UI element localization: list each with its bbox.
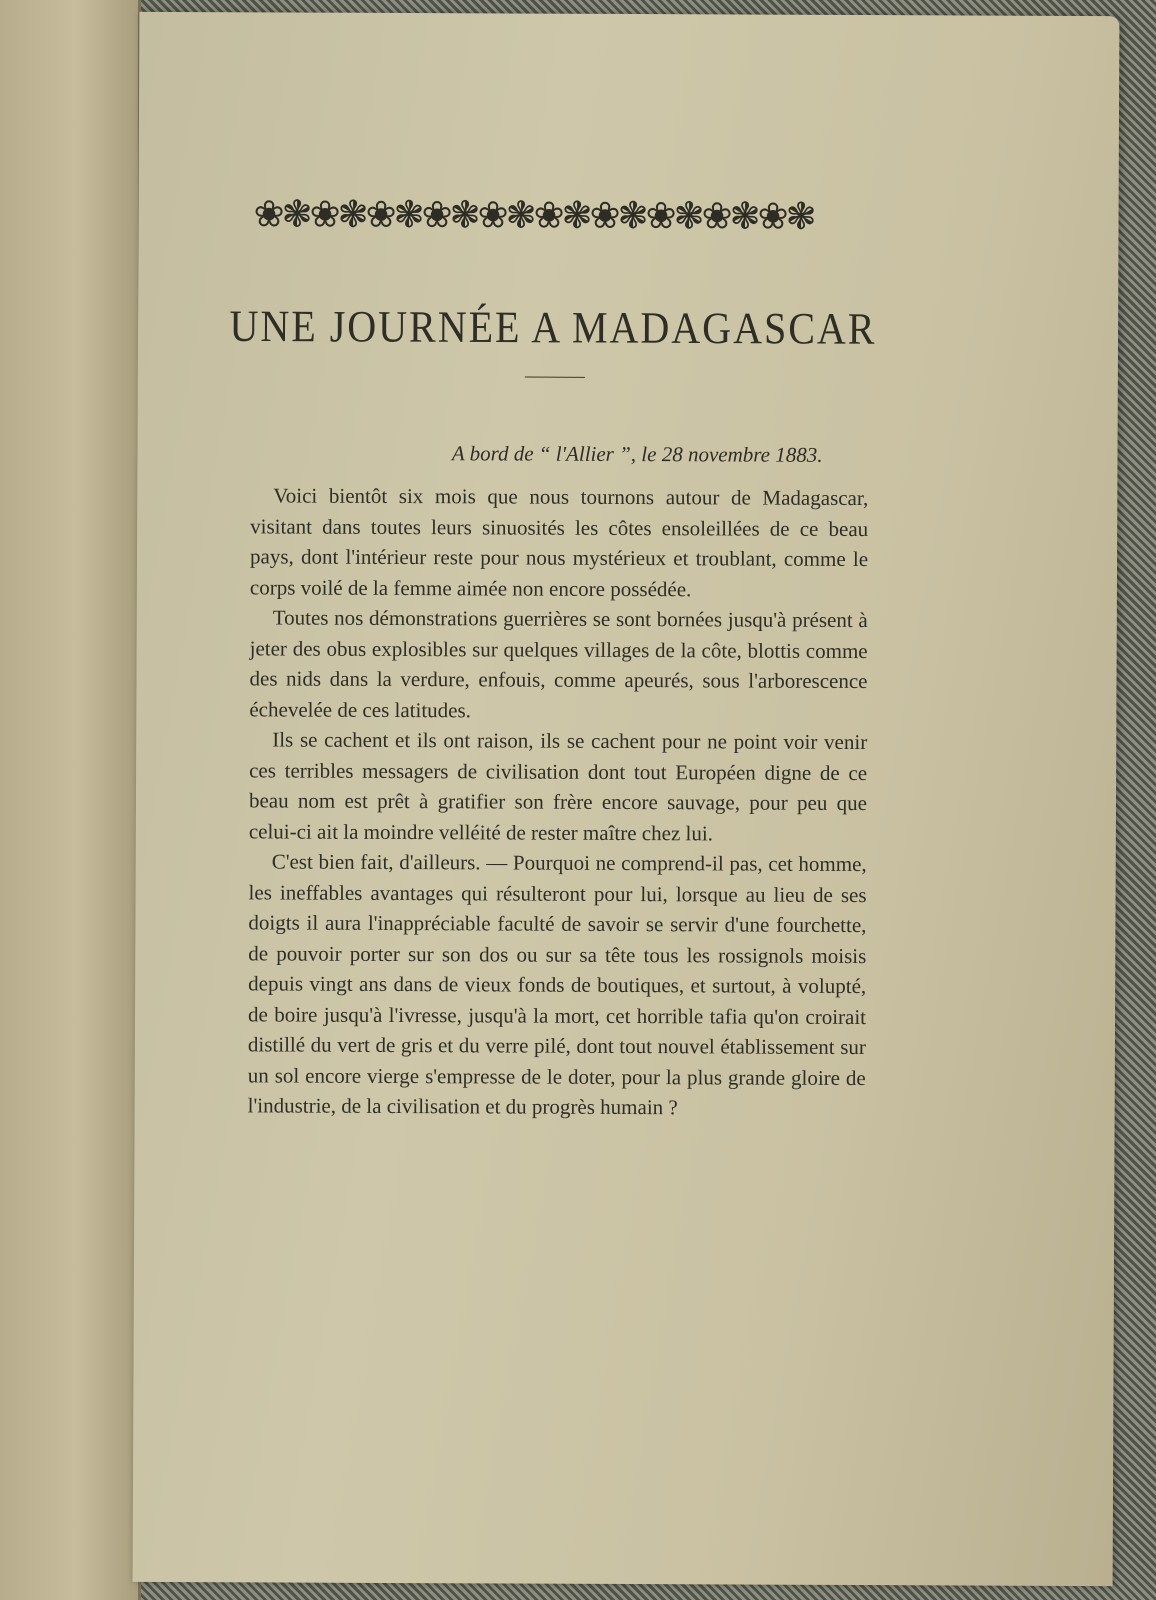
paragraph: Toutes nos démonstrations guerrières se sont bornées jusqu'à présent à jeter des obus explosibles sur quelques villages de la côte, blottis comme des nids dans la verdure, enfouis, comme apeurés, sous l'arborescence échevelée de ces latitudes. xyxy=(249,605,868,722)
paragraph: Ils se cachent et ils ont raison, ils se cachent pour ne point voir venir ces terribles messagers de civilisation dont tout Européen digne de ce beau nom est prêt à gratifier son frère encore sauvage, pour peu que celui-ci ait la moindre velléité de rester maître chez lui. xyxy=(248,727,868,845)
body-text xyxy=(248,480,869,1123)
book-page xyxy=(133,12,1120,1586)
paragraph: C'est bien fait, d'ailleurs. — Pourquoi ne comprend-il pas, cet homme, les ineffables avantages qui résulteront pour lui, lorsque au lieu de ses doigts il aura l'inappréciable faculté de savoir se servir d'une fourchette, de pouvoir porter sur son dos ou sur sa tête tous les rossignols moisis depuis vingt ans dans de vieux fonds de boutiques, et surtout, à volupté, de boire jusqu'à l'ivresse, jusqu'à la mort, cet horrible tafia qu'on croirait distillé du vert de gris et du verre pilé, dont tout nouvel établissement sur un sol encore vierge s'empresse de le doter, pour la plus grande gloire de l'industrie, de la civilisation et du progrès humain ? xyxy=(247,849,867,1120)
paragraph: Voici bientôt six mois que nous tournons autour de Madagascar, visitant dans toutes leurs sinuosités les côtes ensoleillées de ce beau pays, dont l'intérieur reste pour nous mystérieux et troublant, comme le corps voilé de la femme aimée non encore possédée. xyxy=(249,483,869,601)
title-rule xyxy=(525,377,585,378)
decorative-ornament-band xyxy=(253,182,853,247)
facing-page-edge xyxy=(0,0,141,1600)
dateline: A bord de “ l'Allier ”, le 28 novembre 1883. xyxy=(451,441,823,467)
chapter-title: UNE JOURNÉE A MADAGASCAR xyxy=(229,300,877,354)
ornament-glyphs: ❀❃❀❃❀❃❀❃❀❃❀❃❀❃❀❃❀❃❀❃ xyxy=(253,191,814,238)
